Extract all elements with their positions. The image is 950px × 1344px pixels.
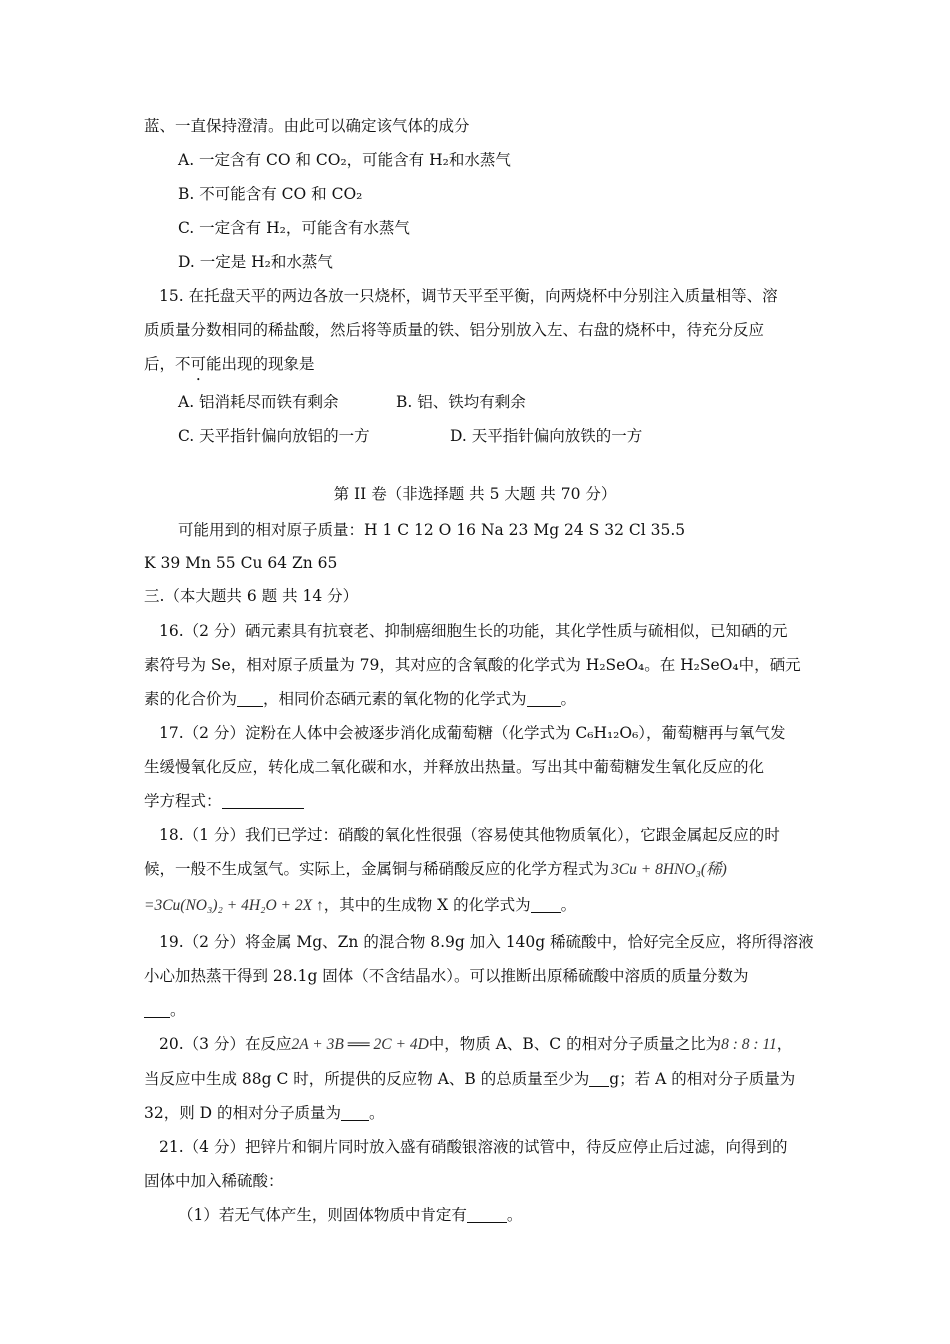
q19-line-1: 19.（2 分）将金属 Mg、Zn 的混合物 8.9g 加入 140g 稀硫酸中，恰好完全反应，将所得溶液 [159,933,814,951]
q19-text: 。 [170,1001,186,1019]
q21-text: （1）若无气体产生，则固体物质中肯定有 [178,1206,467,1224]
q21-line-1: 21.（4 分）把锌片和铜片同时放入盛有硝酸银溶液的试管中，待反应停止后过滤，向得到的 [159,1138,788,1156]
q20-text: 中，物质 A、B、C 的相对分子质量之比为 [428,1035,722,1053]
answer-blank[interactable] [237,690,263,707]
q18-text: 候，一般不生成氢气。实际上，金属铜与稀硝酸反应的化学方程式为 [144,860,610,878]
equation-part-2: =3Cu(NO₃)₂ + 4H₂O + 2X ↑ [144,897,324,914]
q18-line-1: 18.（1 分）我们已学过：硝酸的氧化性很强（容易使其他物质氧化），它跟金属起反应的时 [159,826,780,844]
q20-text: ， [776,1035,793,1053]
q21-line-2: 固体中加入稀硫酸： [144,1172,284,1190]
q14-option-d: D. 一定是 H₂和水蒸气 [178,253,333,271]
q17-text: 学方程式： [144,792,222,810]
answer-blank[interactable] [467,1206,507,1223]
q14-option-a: A. 一定含有 CO 和 CO₂，可能含有 H₂和水蒸气 [178,151,511,169]
emphasis-text: 不可能 [175,355,222,373]
q21-text: 。 [506,1206,523,1224]
equation-part-1: 3Cu + 8HNO₃(稀) [611,861,727,878]
atomic-masses-line-2: K 39 Mn 55 Cu 64 Zn 65 [144,554,338,572]
q15-option-a: A. 铝消耗尽而铁有剩余 [178,393,339,411]
q15-option-d: D. 天平指针偏向放铁的一方 [450,427,643,445]
q18-text: ，其中的生成物 X 的化学式为 [323,896,531,914]
q16-text: 素的化合价为 [144,690,238,708]
q20-line-3 [144,1102,385,1124]
section-title: 第 II 卷（非选择题 共 5 大题 共 70 分） [333,485,617,503]
answer-blank[interactable] [144,1001,170,1018]
q15-text: 出现的现象是 [221,355,315,373]
q20-text: 。 [369,1104,385,1122]
answer-blank[interactable] [527,690,561,707]
atomic-masses-line-1: 可能用到的相对原子质量：H 1 C 12 O 16 Na 23 Mg 24 S 32 Cl 35.5 [178,521,686,539]
q20-text: 当反应中生成 88g C 时，所提供的反应物 A、B 的总质量至少为 [144,1070,590,1088]
q16-line-2: 素符号为 Se，相对原子质量为 79，其对应的含氧酸的化学式为 H₂SeO₄。在 H₂SeO₄中，硒元 [144,656,801,674]
q20-text: 32，则 D 的相对分子质量为 [144,1104,342,1122]
q16-text: ，相同价态硒元素的氧化物的化学式为 [263,690,527,708]
mass-ratio: 8 : 8 : 11 [721,1036,777,1053]
q20-text: g；若 A 的相对分子质量为 [609,1070,796,1088]
q19-line-2: 小心加热蒸干得到 28.1g 固体（不含结晶水）。可以推断出原稀硫酸中溶质的质量分数为 [144,967,749,985]
q16-text: 。 [560,690,577,708]
q20-line-2 [144,1068,795,1090]
q14-option-c: C. 一定含有 H₂，可能含有水蒸气 [178,219,410,237]
part-3-heading: 三.（本大题共 6 题 共 14 分） [144,587,359,605]
answer-blank[interactable] [341,1104,369,1121]
q17-line-1: 17.（2 分）淀粉在人体中会被逐步消化成葡萄糖（化学式为 C₆H₁₂O₆），葡萄糖再与氧气发 [159,724,786,742]
q20-line-1 [159,1033,792,1056]
q19-line-3 [144,999,186,1021]
q20-text: 20.（3 分）在反应 [159,1035,292,1053]
q17-line-2: 生缓慢氧化反应，转化成二氧化碳和水，并释放出热量。写出其中葡萄糖发生氧化反应的化 [144,758,765,776]
q15-line-2: 质质量分数相同的稀盐酸，然后将等质量的铁、铝分别放入左、右盘的烧杯中，待充分反应 [144,321,765,339]
q16-line-3 [144,688,576,710]
q15-option-b: B. 铝、铁均有剩余 [396,393,526,411]
q16-line-1: 16.（2 分）硒元素具有抗衰老、抑制癌细胞生长的功能，其化学性质与硫相似，已知硒的元 [159,622,788,640]
answer-blank[interactable] [531,896,561,913]
q21-sub-1 [178,1204,522,1226]
reaction-equation: 2A + 3B ══ 2C + 4D [291,1036,429,1053]
q15-text: 后， [144,355,176,373]
answer-blank[interactable] [589,1070,609,1087]
q14-option-b: B. 不可能含有 CO 和 CO₂ [178,185,363,203]
q18-line-3 [144,894,576,917]
q18-text: 。 [560,896,577,914]
q15-line-3 [144,353,315,375]
q14-text: 蓝、一直保持澄清。由此可以确定该气体的成分 [144,117,470,135]
q18-line-2 [144,858,727,881]
q15-line-1: 15. 在托盘天平的两边各放一只烧杯，调节天平至平衡，向两烧杯中分别注入质量相等、溶 [159,287,778,305]
q15-option-c: C. 天平指针偏向放铝的一方 [178,427,370,445]
q17-line-3 [144,790,304,812]
answer-blank[interactable] [222,792,304,809]
